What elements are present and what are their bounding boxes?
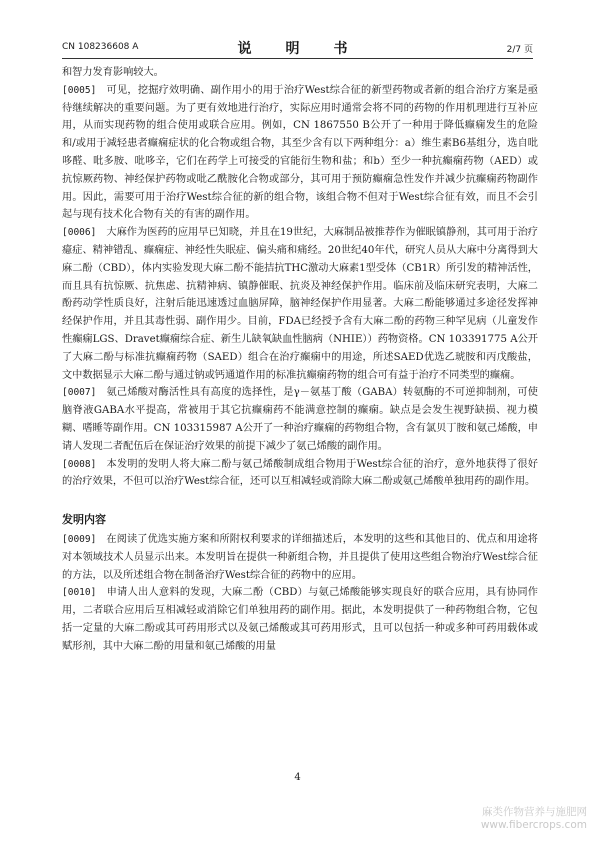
paragraph-number: [0006]	[62, 227, 97, 239]
document-title: 说 明 书	[237, 41, 358, 57]
paragraph-text: 大麻作为医药的应用早已知晓，并且在19世纪，大麻制品被推荐作为催眠镇静剂，其可用于治疗癔症、精神错乱、癫痫症、神经性失眠症、偏头痛和痛经。20世纪40年代，研究人员从大麻中分离得到大麻二酚（CBD），体内实验发现大麻二酚不能拮抗THC激动大麻素1型受体（CB1R）所引发的精神活性，而且具有抗惊厥、抗焦虑、抗精神病、镇静催眠、抗炎及神经保护作用。临床前及临床研究表明，大麻二酚药动学性质良好，注射后能迅速透过血脑屏障，脑神经保护作用显著。大麻二酚能够通过多途径发挥神经保护作用，并且其毒性弱、副作用少。目前，FDA已经授予含有大麻二酚的药物三种罕见病（儿童发作性癫痫LGS、Dravet癫痫综合症、新生儿缺氧缺血性脑病（NHIE））药物资格。CN 103391775 A公开了大麻二酚与标准抗癫痫药物（SAED）组合在治疗癫痫中的用途，所述SAED优选乙琥胺和丙戊酸盐，文中数据显示大麻二酚与通过钠或钙通道作用的标准抗癫痫药物的组合可有益于治疗不同类型的癫痫。	[62, 227, 538, 381]
paragraph-0007	[62, 384, 538, 455]
page-reference: 2/7 页	[506, 45, 533, 55]
paragraph-text: 本发明的发明人将大麻二酚与氨己烯酸制成组合物用于West综合征的治疗，意外地获得了很好的治疗效果，不但可以治疗West综合征，还可以互相减轻或消除大麻二酚或氨己烯酸单独用药的副作用。	[62, 458, 538, 488]
paragraph-0005	[62, 82, 538, 224]
watermark-url: www.fibercrops.com	[480, 819, 587, 831]
header-divider	[62, 58, 533, 59]
section-heading: 发明内容	[62, 513, 106, 527]
paragraph-0006	[62, 224, 538, 384]
paragraph-number: [0005]	[62, 84, 97, 96]
site-watermark	[481, 806, 587, 832]
paragraph-text: 和智力发育影响较大。	[62, 67, 164, 78]
page-number: 4	[294, 772, 301, 783]
watermark-site-name: 麻类作物营养与施肥网	[482, 806, 587, 818]
paragraph-text: 氨己烯酸对酶活性具有高度的选择性，是γ－氨基丁酸（GABA）转氨酶的不可逆抑制剂，可使脑脊液GABA水平提高，常被用于其它抗癫痫药不能满意控制的癫痫。缺点是会发生视野缺损、视力模糊、嗜睡等副作用。CN 103315987 A公开了一种治疗癫痫的药物组合物，含有氯贝丁胺和氨己烯酸，申请人发现二者配伍后在保证治疗效果的前提下减少了氨己烯酸的副作用。	[62, 387, 538, 452]
paragraph-number: [0008]	[62, 458, 97, 470]
paragraph-text: 可见，挖掘疗效明确、副作用小的用于治疗West综合征的新型药物或者新的组合治疗方案是亟待继续解决的重要问题。为了更有效地进行治疗，实际应用时通常会将不同的药物的作用机理进行互补应用，从而实现药物的组合使用或联合应用。例如，CN 1867550 B公开了一种用于降低癫痫发生的危险和/或用于减轻患者癫痫症状的化合物或组合物，其至少含有以下两种组分：a）维生素B6基组分，选自吡哆醛、吡多胺、吡哆辛，它们在药学上可接受的官能衍生物和盐；和b）至少一种抗癫痫药物（AED）或抗惊厥药物、神经保护药物或吡乙酰胺化合物或部分，其可用于预防癫痫急性发作并减少抗癫痫药物副作用。因此，需要可用于治疗West综合征的新的组合物，该组合物不但对于West综合征有效，而且不会引起与现有技术化合物有关的有害的副作用。	[62, 84, 538, 221]
paragraph-0010	[62, 584, 538, 655]
paragraph-text: 申请人出人意料的发现，大麻二酚（CBD）与氨己烯酸能够实现良好的联合应用，具有协同作用，二者联合应用后互相减轻或消除它们单独用药的副作用。据此，本发明提供了一种药物组合物，它包括一定量的大麻二酚或其可药用形式以及氨己烯酸或其可药用形式，且可以包括一种或多种可药用载体或赋形剂，其中大麻二酚的用量和氨己烯酸的用量	[62, 587, 538, 652]
paragraph-continuation	[62, 64, 538, 82]
publication-number: CN 108236608 A	[62, 42, 139, 52]
paragraph-number: [0010]	[62, 587, 97, 599]
paragraph-0008	[62, 456, 538, 492]
paragraph-text: 在阅读了优选实施方案和所附权利要求的详细描述后，本发明的这些和其他目的、优点和用途将对本领域技术人员显示出来。本发明旨在提供一种新组合物，并且提供了使用这些组合物治疗West综合征的方法，以及所述组合物在制备治疗West综合征的药物中的应用。	[62, 533, 538, 581]
page-header	[62, 38, 533, 56]
paragraph-0009	[62, 531, 538, 584]
paragraph-number: [0007]	[62, 387, 97, 399]
paragraph-number: [0009]	[62, 533, 97, 545]
document-body	[62, 64, 538, 656]
